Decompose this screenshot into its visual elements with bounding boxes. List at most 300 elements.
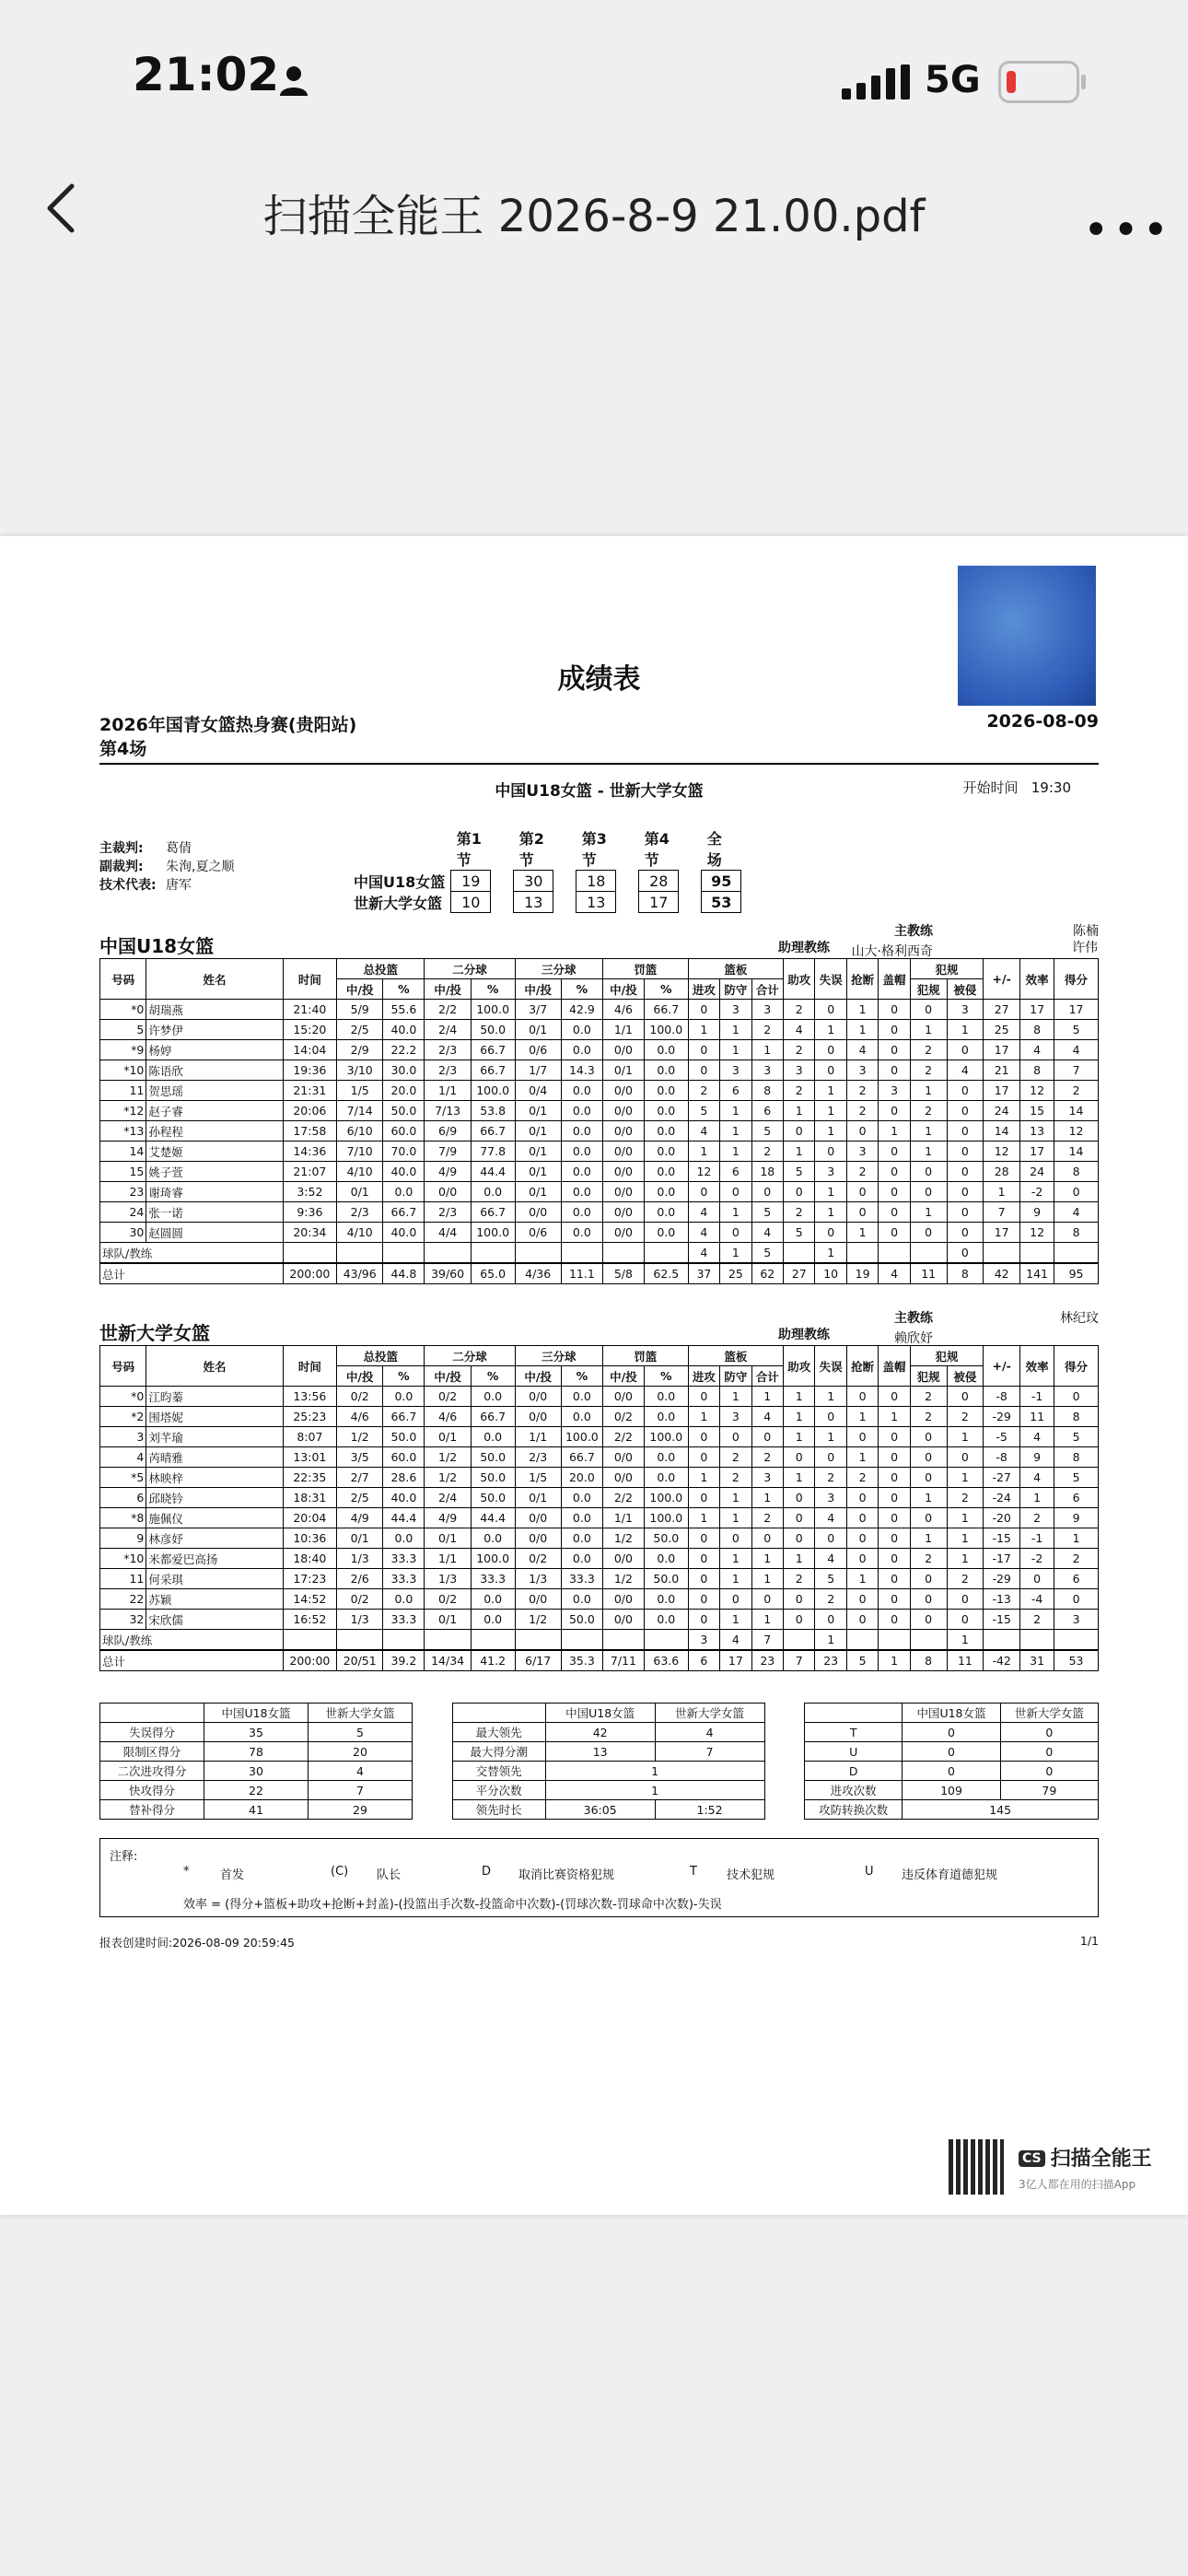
stat-cell: 1 [947, 1549, 984, 1569]
stat-value: 0 [903, 1742, 1000, 1762]
stat-cell: 2 [751, 1447, 783, 1468]
stat-cell: 9 [1054, 1508, 1099, 1528]
total-cell: 39/60 [425, 1263, 471, 1284]
column-header: 抢断 [846, 1346, 878, 1387]
column-header: 号码 [100, 959, 146, 1000]
stat-cell: 0 [688, 1488, 719, 1508]
stat-cell: 100.0 [471, 1000, 515, 1020]
stat-cell: 27 [984, 1000, 1020, 1020]
player-name: 孙程程 [146, 1121, 283, 1142]
stat-cell: 0 [688, 1060, 719, 1081]
stat-cell: 1 [720, 1202, 751, 1223]
stat-cell: 0 [1054, 1387, 1099, 1407]
stat-cell [984, 1243, 1020, 1264]
stat-cell: 21 [984, 1060, 1020, 1081]
stat-cell: 0 [720, 1182, 751, 1202]
total-cell: 6 [688, 1650, 719, 1671]
stat-cell: 2/3 [425, 1040, 471, 1060]
stat-cell: 33.3 [383, 1569, 425, 1589]
column-header: 失误 [815, 959, 846, 1000]
stat-cell: 13:56 [283, 1387, 336, 1407]
total-cell: 5 [846, 1650, 878, 1671]
note-item: 首发 [220, 1868, 245, 1882]
stat-cell: 22.2 [383, 1040, 425, 1060]
stat-cell: 0 [846, 1202, 878, 1223]
stat-cell: 10:36 [283, 1528, 336, 1549]
stat-cell: 0 [784, 1508, 815, 1528]
stat-value: 7 [309, 1781, 413, 1800]
stat-cell: 0 [688, 1000, 719, 1020]
stat-cell: 0 [910, 1508, 947, 1528]
stat-cell: 1 [720, 1488, 751, 1508]
stat-cell: 0.0 [644, 1121, 688, 1142]
stat-cell: 0 [947, 1040, 984, 1060]
stat-cell: 0/1 [425, 1610, 471, 1630]
stat-cell: 14:36 [283, 1142, 336, 1162]
stat-cell [1054, 1630, 1099, 1651]
stat-value: 0 [903, 1723, 1000, 1742]
stat-cell: 1 [784, 1427, 815, 1447]
chief-ref: 葛倩 [166, 841, 192, 856]
stat-cell: 5 [751, 1202, 783, 1223]
column-header: 时间 [283, 1346, 336, 1387]
stat-cell: 5 [100, 1020, 146, 1040]
stat-cell: 15 [100, 1162, 146, 1182]
stat-cell: 17 [984, 1081, 1020, 1101]
stat-cell: 4 [688, 1243, 719, 1264]
stat-cell: 2 [910, 1549, 947, 1569]
efficiency-formula: 效率 = (得分+篮板+助攻+抢断+封盖)-(投篮出手次数-投篮命中次数)-(罚球次数-罚球命中次数)-失误 [183, 1898, 722, 1912]
player-name: 围塔妮 [146, 1407, 283, 1427]
stat-cell: 0.0 [644, 1387, 688, 1407]
stat-cell: 0 [720, 1223, 751, 1243]
stat-cell: 17 [1054, 1000, 1099, 1020]
stat-cell: *9 [100, 1040, 146, 1060]
stat-cell: 0 [688, 1549, 719, 1569]
stat-cell: 66.7 [471, 1060, 515, 1081]
stat-cell: 0 [947, 1223, 984, 1243]
stat-cell: 20.0 [383, 1081, 425, 1101]
team-coach-label: 球队/教练 [100, 1243, 284, 1264]
team1-asst-label: 助理教练 [778, 941, 830, 955]
player-name: 邱晓钤 [146, 1488, 283, 1508]
stat-cell: 4 [751, 1407, 783, 1427]
stat-cell: 1 [910, 1081, 947, 1101]
stat-cell: 0/0 [515, 1528, 561, 1549]
stat-cell: 15 [1020, 1101, 1054, 1121]
column-header: 罚篮 [602, 959, 688, 979]
stat-cell: 0 [879, 1040, 910, 1060]
stat-cell: 14:04 [283, 1040, 336, 1060]
stat-cell: 8 [1054, 1407, 1099, 1427]
stat-cell: 1/2 [425, 1468, 471, 1488]
umpires: 朱洵,夏之顺 [166, 860, 235, 874]
stat-cell: 1 [784, 1549, 815, 1569]
stat-cell: 0.0 [644, 1040, 688, 1060]
stat-value: 7 [655, 1742, 764, 1762]
total-cell: 35.3 [561, 1650, 602, 1671]
stat-value: 78 [204, 1742, 308, 1762]
stat-cell: 2/3 [425, 1202, 471, 1223]
stat-cell: 0 [1020, 1569, 1054, 1589]
column-subheader: 中/投 [515, 1366, 561, 1387]
stat-cell: 2/4 [425, 1020, 471, 1040]
stat-cell: 53.8 [471, 1101, 515, 1121]
stat-cell: 0/0 [602, 1162, 644, 1182]
brand-tagline: 3亿人都在用的扫描App [1019, 2178, 1136, 2191]
player-name: 艾楚姬 [146, 1142, 283, 1162]
note-item: T [690, 1865, 697, 1879]
stat-cell: 1 [815, 1243, 846, 1264]
column-subheader: 中/投 [337, 979, 383, 1000]
stat-cell: 1 [751, 1610, 783, 1630]
player-row [100, 1488, 1099, 1508]
stat-cell: 0.0 [561, 1488, 602, 1508]
stat-cell: 4 [784, 1020, 815, 1040]
player-name: 谢琦睿 [146, 1182, 283, 1202]
stat-cell: 66.7 [644, 1000, 688, 1020]
stat-cell: 1 [947, 1528, 984, 1549]
stat-cell: 0 [688, 1182, 719, 1202]
stat-cell: 1/2 [425, 1447, 471, 1468]
total-cell: 1 [879, 1650, 910, 1671]
player-row [100, 1387, 1099, 1407]
stat-row [805, 1762, 1099, 1781]
column-header: 姓名 [146, 1346, 283, 1387]
stat-cell: -5 [984, 1427, 1020, 1447]
stat-cell: 17 [1020, 1000, 1054, 1020]
stat-value: 29 [309, 1800, 413, 1820]
column-subheader: 防守 [720, 979, 751, 1000]
player-name: 芮晴雅 [146, 1447, 283, 1468]
stat-cell: 4 [720, 1630, 751, 1651]
total-cell: 6/17 [515, 1650, 561, 1671]
stat-cell: 11 [100, 1569, 146, 1589]
stat-cell: 0/0 [602, 1202, 644, 1223]
stat-cell: *8 [100, 1508, 146, 1528]
stat-cell: 0.0 [644, 1182, 688, 1202]
stat-cell: 20:06 [283, 1101, 336, 1121]
start-label: 开始时间 [962, 779, 1019, 796]
stat-cell: 1 [751, 1569, 783, 1589]
stat-cell: 1 [846, 1447, 878, 1468]
stat-cell: -20 [984, 1508, 1020, 1528]
stat-cell: 4 [815, 1508, 846, 1528]
column-header: 助攻 [784, 1346, 815, 1387]
total-cell: 23 [815, 1650, 846, 1671]
stat-cell: 0.0 [471, 1182, 515, 1202]
stat-cell: 16:52 [283, 1610, 336, 1630]
stat-cell: 14.3 [561, 1060, 602, 1081]
stat-cell: 2/6 [337, 1569, 383, 1589]
stat-label: 失误得分 [100, 1723, 204, 1742]
column-header: 时间 [283, 959, 336, 1000]
stat-label: 交替领先 [452, 1762, 545, 1781]
stat-cell [1020, 1243, 1054, 1264]
stat-cell: 1 [720, 1142, 751, 1162]
stat-cell: 0.0 [383, 1589, 425, 1610]
stat-label: U [805, 1742, 903, 1762]
stat-cell: 4 [815, 1549, 846, 1569]
stat-cell [644, 1630, 688, 1651]
stat-cell: 11 [1020, 1407, 1054, 1427]
summary-table-2 [452, 1703, 765, 1820]
column-header: 效率 [1020, 1346, 1054, 1387]
stat-cell: 2 [784, 1081, 815, 1101]
stat-cell: 4/4 [425, 1223, 471, 1243]
player-row [100, 1162, 1099, 1182]
column-header: 篮板 [688, 1346, 783, 1366]
stat-cell: 44.4 [383, 1508, 425, 1528]
stat-cell: 3/7 [515, 1000, 561, 1020]
summary-table-3 [804, 1703, 1099, 1820]
stat-cell: 19:36 [283, 1060, 336, 1081]
stat-cell: 12 [1020, 1223, 1054, 1243]
total-cell: -42 [984, 1650, 1020, 1671]
stat-cell: 2 [846, 1468, 878, 1488]
player-name: 陈语欣 [146, 1060, 283, 1081]
stat-cell: 0 [751, 1528, 783, 1549]
stat-cell: 5 [1054, 1427, 1099, 1447]
stat-cell: 2/2 [602, 1488, 644, 1508]
stat-cell: 1/3 [515, 1569, 561, 1589]
stat-cell: 4/10 [337, 1223, 383, 1243]
total-cell: 11.1 [561, 1263, 602, 1284]
stat-cell: 1 [784, 1407, 815, 1427]
stat-cell: 2 [947, 1569, 984, 1589]
stat-cell: 1 [720, 1549, 751, 1569]
player-name: 赵圆圆 [146, 1223, 283, 1243]
stat-cell: 50.0 [644, 1569, 688, 1589]
stat-cell: 0 [688, 1387, 719, 1407]
brand-name: 扫描全能王 [1050, 2148, 1152, 2171]
stat-cell: 3 [100, 1427, 146, 1447]
stat-cell: 1 [815, 1101, 846, 1121]
player-name: 杨婷 [146, 1040, 283, 1060]
player-name: 施佩仪 [146, 1508, 283, 1528]
stat-cell: 1 [879, 1121, 910, 1142]
stat-cell: 33.3 [383, 1549, 425, 1569]
stat-header [805, 1704, 903, 1723]
start-time: 19:30 [1031, 779, 1071, 796]
stat-cell: 0 [720, 1427, 751, 1447]
total-cell: 95 [1054, 1263, 1099, 1284]
stat-cell: 5 [815, 1569, 846, 1589]
stat-cell: 7/13 [425, 1101, 471, 1121]
note-item: 违反体育道德犯规 [902, 1868, 998, 1882]
stat-cell: 60.0 [383, 1121, 425, 1142]
stat-value: 145 [903, 1800, 1099, 1820]
stat-cell: 4 [100, 1447, 146, 1468]
stat-cell: 24 [984, 1101, 1020, 1121]
stat-cell: 9 [100, 1528, 146, 1549]
player-row [100, 1020, 1099, 1040]
stat-header: 世新大学女篮 [1000, 1704, 1098, 1723]
stat-cell: 0 [784, 1488, 815, 1508]
stat-label: T [805, 1723, 903, 1742]
stat-cell: 14 [1054, 1101, 1099, 1121]
column-subheader: 中/投 [602, 979, 644, 1000]
stat-cell: 0.0 [561, 1142, 602, 1162]
stat-cell: 6/9 [425, 1121, 471, 1142]
stat-cell: 6 [751, 1101, 783, 1121]
stat-cell: 5/9 [337, 1000, 383, 1020]
q-score: 28 [639, 871, 679, 892]
stat-cell: 2 [910, 1387, 947, 1407]
stat-cell: 24 [1020, 1162, 1054, 1182]
stat-cell: 3 [846, 1060, 878, 1081]
stat-cell: 0 [846, 1121, 878, 1142]
q-score: 30 [514, 871, 553, 892]
stat-cell: 5 [784, 1162, 815, 1182]
stat-cell: 0 [688, 1427, 719, 1447]
stat-cell: 0 [879, 1427, 910, 1447]
stat-cell: 0/0 [515, 1508, 561, 1528]
stat-header [100, 1704, 204, 1723]
stat-value: 13 [545, 1742, 655, 1762]
stat-cell: 0/1 [515, 1020, 561, 1040]
stat-cell: 0/0 [602, 1101, 644, 1121]
player-row [100, 1040, 1099, 1060]
stat-cell: 0/6 [515, 1040, 561, 1060]
stat-label: 进攻次数 [805, 1781, 903, 1800]
stat-label: 平分次数 [452, 1781, 545, 1800]
stat-cell: 0.0 [561, 1387, 602, 1407]
player-name: 刘芊瑜 [146, 1427, 283, 1447]
stat-cell: 0.0 [561, 1162, 602, 1182]
stat-cell: 3/10 [337, 1060, 383, 1081]
stat-cell: 0 [947, 1162, 984, 1182]
column-subheader: 犯规 [910, 1366, 947, 1387]
stat-value: 109 [903, 1781, 1000, 1800]
player-name: 胡瑞燕 [146, 1000, 283, 1020]
player-row [100, 1447, 1099, 1468]
stat-cell: *0 [100, 1387, 146, 1407]
stat-cell: 0 [947, 1101, 984, 1121]
stat-cell: 1/2 [515, 1610, 561, 1630]
player-row [100, 1101, 1099, 1121]
stat-cell: 0 [947, 1081, 984, 1101]
stat-cell: 0.0 [644, 1610, 688, 1630]
column-subheader: 中/投 [602, 1366, 644, 1387]
column-subheader: % [561, 979, 602, 1000]
stat-cell: 0.0 [561, 1081, 602, 1101]
stat-cell: -17 [984, 1549, 1020, 1569]
stat-cell: 0.0 [644, 1060, 688, 1081]
stat-cell [602, 1630, 644, 1651]
stat-cell: 0/0 [602, 1447, 644, 1468]
stat-cell: 1 [879, 1407, 910, 1427]
stat-cell: 70.0 [383, 1142, 425, 1162]
stat-cell: 0 [846, 1508, 878, 1528]
stat-header: 世新大学女篮 [655, 1704, 764, 1723]
stat-cell: 21:07 [283, 1162, 336, 1182]
stat-header: 中国U18女篮 [545, 1704, 655, 1723]
stat-cell: 0.0 [561, 1101, 602, 1121]
stat-cell: 3 [751, 1000, 783, 1020]
stat-row [805, 1781, 1099, 1800]
stat-row [100, 1800, 413, 1820]
stat-cell: 8 [751, 1081, 783, 1101]
stat-cell: 1 [1054, 1528, 1099, 1549]
stat-cell: 0 [910, 1182, 947, 1202]
more-options-icon[interactable]: ••• [1083, 205, 1172, 256]
team1-asst: 山大·格利西奇 [851, 944, 933, 959]
stat-cell: 3:52 [283, 1182, 336, 1202]
stat-cell: 0/0 [602, 1182, 644, 1202]
stat-cell: 2 [720, 1468, 751, 1488]
stat-cell: 0 [688, 1589, 719, 1610]
total-cell: 7 [784, 1650, 815, 1671]
stat-cell: 3 [751, 1060, 783, 1081]
q-total: 95 [702, 871, 741, 892]
stat-cell: 0.0 [561, 1407, 602, 1427]
stat-label: 快攻得分 [100, 1781, 204, 1800]
total-cell: 62 [751, 1263, 783, 1284]
player-name: 张一诺 [146, 1202, 283, 1223]
total-cell: 7/11 [602, 1650, 644, 1671]
stat-label: D [805, 1762, 903, 1781]
column-subheader: 进攻 [688, 1366, 719, 1387]
player-row [100, 1468, 1099, 1488]
stat-cell: -1 [1020, 1387, 1054, 1407]
summary-stats [99, 1703, 1099, 1820]
stat-cell: 4/10 [337, 1162, 383, 1182]
stat-cell: 1 [815, 1387, 846, 1407]
stat-cell: 5 [1054, 1020, 1099, 1040]
stat-cell: 0 [846, 1528, 878, 1549]
stat-cell: 1 [720, 1508, 751, 1528]
stat-cell: 0 [879, 1020, 910, 1040]
stat-value: 4 [309, 1762, 413, 1781]
stat-value: 20 [309, 1742, 413, 1762]
stat-cell: 8 [1054, 1447, 1099, 1468]
stat-cell: 0.0 [383, 1387, 425, 1407]
game-number: 第4场 [99, 739, 147, 759]
stat-cell: 1 [751, 1040, 783, 1060]
stat-cell: 3 [720, 1000, 751, 1020]
stat-cell: 2/2 [425, 1000, 471, 1020]
stat-cell: 44.4 [471, 1162, 515, 1182]
stat-value: 35 [204, 1723, 308, 1742]
stat-cell: 2/3 [337, 1202, 383, 1223]
total-cell: 200:00 [283, 1650, 336, 1671]
team2-coach-label: 主教练 [894, 1311, 933, 1326]
stat-value: 22 [204, 1781, 308, 1800]
signal-icon [842, 64, 915, 101]
stat-cell: -27 [984, 1468, 1020, 1488]
stat-cell: 0 [720, 1528, 751, 1549]
stat-cell: 6 [720, 1162, 751, 1182]
stat-cell: 3 [879, 1081, 910, 1101]
player-row [100, 1549, 1099, 1569]
officials [99, 827, 1099, 912]
stat-row [805, 1742, 1099, 1762]
stat-cell: 1 [688, 1508, 719, 1528]
stat-cell: 1/1 [602, 1020, 644, 1040]
stat-cell: 0/0 [602, 1468, 644, 1488]
total-cell: 39.2 [383, 1650, 425, 1671]
total-cell: 8 [910, 1650, 947, 1671]
stat-cell: 40.0 [383, 1488, 425, 1508]
stat-cell: 4/9 [425, 1508, 471, 1528]
stat-cell: 2 [910, 1060, 947, 1081]
score-sheet [99, 656, 1099, 1956]
stat-cell: 0/0 [602, 1387, 644, 1407]
stat-cell: 8 [1020, 1060, 1054, 1081]
sheet-title: 成绩表 [557, 663, 641, 696]
stat-value: 1 [545, 1762, 764, 1781]
